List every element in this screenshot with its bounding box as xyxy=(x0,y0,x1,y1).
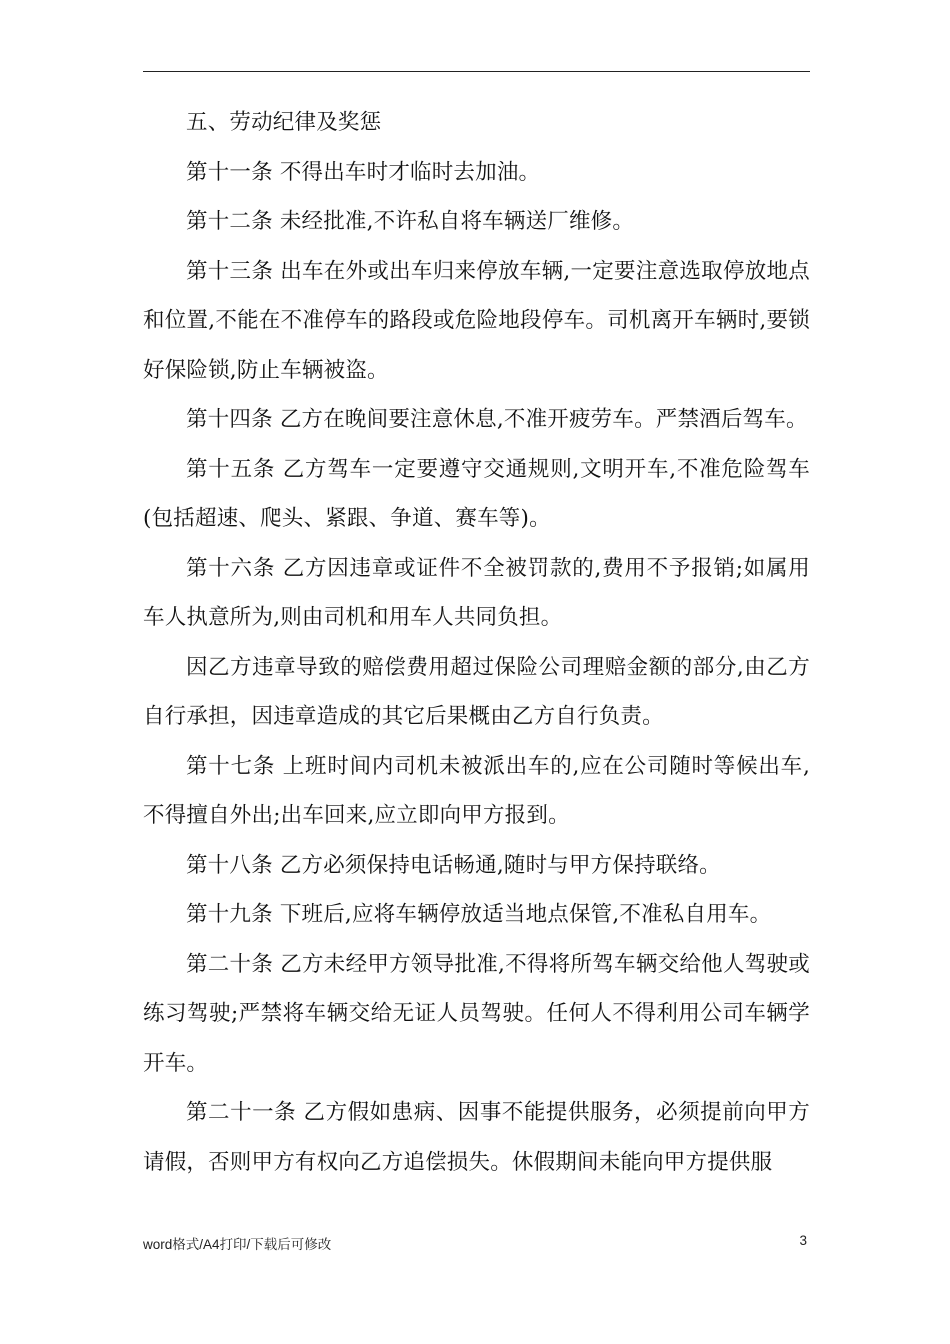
paragraph-article-13: 第十三条 出车在外或出车归来停放车辆,一定要注意选取停放地点和位置,不能在不准停车的路段或危险地段停车。司机离开车辆时,要锁好保险锁,防止车辆被盗。 xyxy=(143,258,810,383)
paragraph-article-11: 第十一条 不得出车时才临时去加油。 xyxy=(186,159,541,185)
paragraph-article-12: 第十二条 未经批准,不许私自将车辆送厂维修。 xyxy=(186,209,635,234)
footer-note: word格式/A4打印/下载后可修改 xyxy=(143,1237,332,1252)
section-heading: 五、劳动纪律及奖惩 xyxy=(186,110,382,135)
paragraph-article-16-continued: 因乙方违章导致的赔偿费用超过保险公司理赔金额的部分,由乙方自行承担，因违章造成的其它后果概由乙方自行负责。 xyxy=(143,654,810,729)
page-number: 3 xyxy=(799,1233,807,1248)
paragraph-article-19: 第十九条 下班后,应将车辆停放适当地点保管,不准私自用车。 xyxy=(186,902,772,927)
paragraph-article-15: 第十五条 乙方驾车一定要遵守交通规则,文明开车,不准危险驾车(包括超速、爬头、紧跟、争道、赛车等)。 xyxy=(143,456,810,531)
paragraph-article-14: 第十四条 乙方在晚间要注意休息,不准开疲劳车。严禁酒后驾车。 xyxy=(186,407,808,432)
paragraph-article-17: 第十七条 上班时间内司机未被派出车的,应在公司随时等候出车,不得擅自外出;出车回来,应立即向甲方报到。 xyxy=(143,753,810,828)
paragraph-article-18: 第十八条 乙方必须保持电话畅通,随时与甲方保持联络。 xyxy=(186,852,721,878)
paragraph-article-16: 第十六条 乙方因违章或证件不全被罚款的,费用不予报销;如属用车人执意所为,则由司机和用车人共同负担。 xyxy=(143,555,810,630)
paragraph-article-21: 第二十一条 乙方假如患病、因事不能提供服务，必须提前向甲方请假，否则甲方有权向乙方追偿损失。休假期间未能向甲方提供服 xyxy=(143,1100,810,1175)
paragraph-article-20: 第二十条 乙方未经甲方领导批准,不得将所驾车辆交给他人驾驶或练习驾驶;严禁将车辆交给无证人员驾驶。任何人不得利用公司车辆学开车。 xyxy=(143,951,810,1076)
document-body xyxy=(143,98,810,1187)
header-rule xyxy=(143,71,810,72)
